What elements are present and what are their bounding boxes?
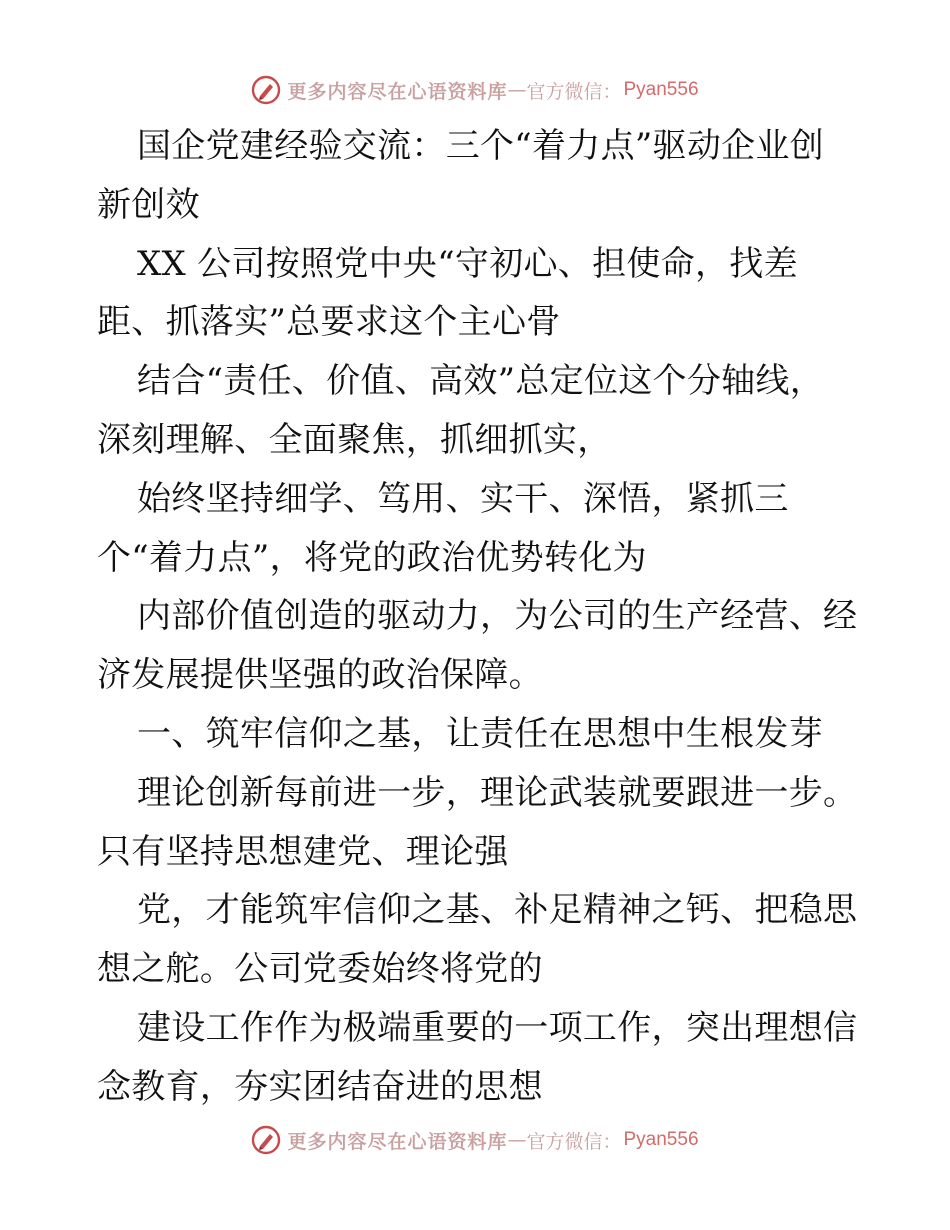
watermark-dash: — — [507, 1129, 527, 1151]
text-line: 国企党建经验交流：三个“着力点”驱动企业创 — [137, 126, 825, 166]
watermark-main-text: 更多内容尽在心语资料库 — [287, 80, 508, 103]
text-line: 济发展提供坚强的政治保障。 — [97, 655, 543, 696]
text-line: 想之舵。公司党委始终将党的 — [97, 949, 543, 990]
pen-logo-icon — [251, 75, 281, 105]
watermark-main-text: 更多内容尽在心语资料库 — [287, 1130, 508, 1153]
header-watermark — [0, 70, 950, 110]
watermark-wechat-id: Pyan556 — [623, 79, 699, 100]
text-line: 只有坚持思想建党、理论强 — [97, 831, 509, 872]
text-line: 结合“责任、价值、高效”总定位这个分轴线， — [137, 361, 825, 402]
pen-logo-icon — [251, 1125, 281, 1155]
text-line: 理论创新每前进一步，理论武装就要跟进一步。 — [137, 772, 858, 813]
text-line: 新创效 — [97, 184, 200, 225]
watermark-dash: — — [507, 79, 527, 101]
text-line: 始终坚持细学、笃用、实干、深悟，紧抓三 — [137, 478, 789, 519]
text-line: 一、筑牢信仰之基，让责任在思想中生根发芽 — [137, 713, 823, 754]
text-line: 内部价值创造的驱动力，为公司的生产经营、经 — [137, 596, 858, 637]
text-line: 念教育，夯实团结奋进的思想 — [97, 1066, 543, 1107]
text-line: 建设工作作为极端重要的一项工作，突出理想信 — [137, 1007, 858, 1048]
watermark-sub-text: 官方微信： — [526, 1130, 622, 1153]
text-line: XX 公司按照党中央“守初心、担使命，找差 — [137, 243, 798, 284]
watermark-sub-text: 官方微信： — [526, 80, 622, 103]
text-line: 距、抓落实”总要求这个主心骨 — [97, 302, 561, 343]
text-line: 个“着力点”，将党的政治优势转化为 — [97, 537, 647, 578]
footer-watermark — [0, 1120, 950, 1160]
text-line: 党，才能筑牢信仰之基、补足精神之钙、把稳思 — [137, 890, 858, 931]
watermark-wechat-id: Pyan556 — [623, 1129, 699, 1150]
document-body — [97, 117, 857, 1117]
text-line: 深刻理解、全面聚焦，抓细抓实， — [97, 419, 612, 460]
